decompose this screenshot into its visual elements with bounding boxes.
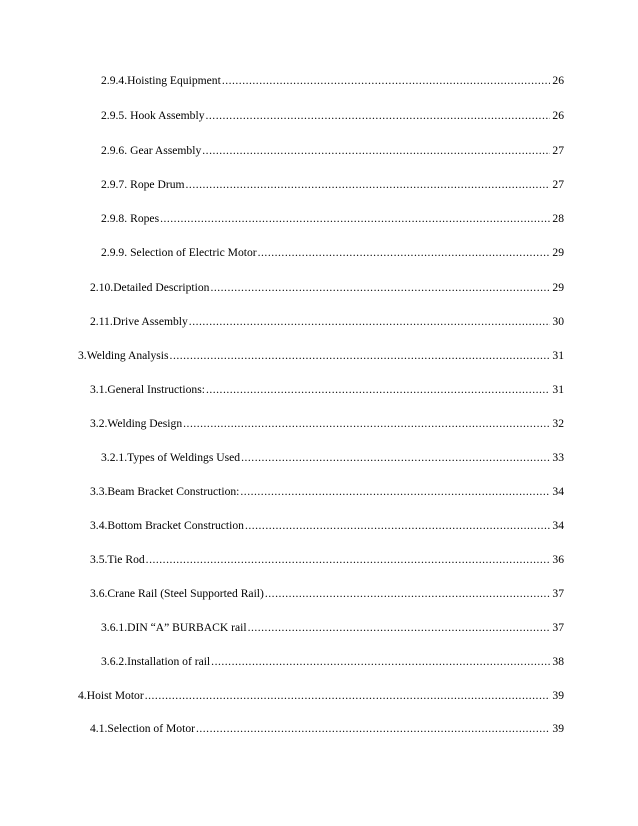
- toc-entry-number: 2.10.: [90, 281, 114, 294]
- toc-entry-number: 2.11.: [90, 315, 113, 328]
- toc-entry[interactable]: [101, 654, 564, 670]
- toc-entry-title: Selection of Electric Motor: [130, 246, 257, 259]
- toc-entry[interactable]: [78, 348, 564, 364]
- toc-entry-number: 3.2.: [90, 417, 108, 430]
- toc-entry-number: 3.4.: [90, 519, 108, 532]
- toc-entry[interactable]: [90, 586, 564, 602]
- toc-entry-number: 2.9.6.: [101, 144, 128, 157]
- toc-entry-number: 3.5.: [90, 553, 108, 566]
- toc-leader-dots: [160, 211, 550, 227]
- toc-entry-number: 3.6.1.: [101, 621, 128, 634]
- toc-entry[interactable]: [90, 280, 564, 296]
- toc-entry-page: 26: [552, 74, 564, 87]
- toc-entry-title: Rope Drum: [130, 178, 185, 191]
- toc-entry-title: Crane Rail (Steel Supported Rail): [107, 587, 264, 600]
- toc-entry-page: 39: [552, 722, 564, 735]
- toc-entry[interactable]: [90, 552, 564, 568]
- toc-leader-dots: [183, 416, 550, 432]
- toc-leader-dots: [202, 143, 550, 159]
- toc-entry-title: Welding Design: [107, 417, 183, 430]
- toc-entry-number: 4.: [78, 689, 87, 702]
- toc-entry[interactable]: [101, 177, 564, 193]
- toc-leader-dots: [245, 518, 550, 534]
- toc-entry[interactable]: [101, 143, 564, 159]
- toc-leader-dots: [211, 654, 550, 670]
- toc-entry-title: Tie Rod: [107, 553, 145, 566]
- toc-entry-page: 34: [552, 519, 564, 532]
- toc-entry-page: 28: [552, 212, 564, 225]
- toc-entry[interactable]: [90, 518, 564, 534]
- toc-entry-title: Installation of rail: [127, 655, 211, 668]
- toc-entry-page: 29: [552, 281, 564, 294]
- toc-entry-page: 36: [552, 553, 564, 566]
- toc-entry-title: Welding Analysis: [86, 349, 169, 362]
- toc-entry-number: 2.9.9.: [101, 246, 128, 259]
- toc-leader-dots: [240, 484, 550, 500]
- toc-entry-page: 32: [552, 417, 564, 430]
- toc-entry[interactable]: [101, 108, 564, 124]
- toc-entry-title: Gear Assembly: [130, 144, 202, 157]
- toc-leader-dots: [145, 688, 550, 704]
- toc-leader-dots: [210, 280, 550, 296]
- toc-entry[interactable]: [78, 688, 564, 704]
- toc-entry-title: Bottom Bracket Construction: [107, 519, 244, 532]
- toc-entry-number: 3.2.1.: [101, 451, 128, 464]
- toc-leader-dots: [206, 108, 551, 124]
- toc-entry-title: Hoist Motor: [86, 689, 144, 702]
- toc-entry-title: Ropes: [130, 212, 160, 225]
- toc-entry-title: DIN “A” BURBACK rail: [127, 621, 247, 634]
- toc-entry-page: 30: [552, 315, 564, 328]
- toc-entry-number: 2.9.7.: [101, 178, 128, 191]
- toc-entry-title: Beam Bracket Construction:: [107, 485, 240, 498]
- toc-leader-dots: [170, 348, 550, 364]
- toc-entry-number: 3.1.: [90, 383, 108, 396]
- toc-entry[interactable]: [101, 73, 564, 89]
- toc-leader-dots: [189, 314, 550, 330]
- toc-entry-page: 26: [552, 109, 564, 122]
- toc-leader-dots: [258, 245, 550, 261]
- toc-entry-number: 2.9.5.: [101, 109, 128, 122]
- toc-entry-number: 4.1.: [90, 722, 108, 735]
- toc-leader-dots: [186, 177, 550, 193]
- toc-entry-title: Detailed Description: [113, 281, 210, 294]
- toc-entry-page: 31: [552, 383, 564, 396]
- toc-entry-number: 3.6.: [90, 587, 108, 600]
- toc-entry-page: 33: [552, 451, 564, 464]
- toc-entry-page: 27: [552, 178, 564, 191]
- toc-leader-dots: [248, 620, 550, 636]
- toc-entry[interactable]: [90, 484, 564, 500]
- toc-entry-title: Hook Assembly: [130, 109, 205, 122]
- toc-entry-page: 29: [552, 246, 564, 259]
- toc-entry-page: 27: [552, 144, 564, 157]
- toc-entry-number: 3.: [78, 349, 87, 362]
- toc-entry-title: General Instructions:: [107, 383, 205, 396]
- toc-entry[interactable]: [101, 620, 564, 636]
- toc-entry-page: 39: [552, 689, 564, 702]
- toc-entry-number: 2.9.8.: [101, 212, 128, 225]
- toc-entry-page: 37: [552, 587, 564, 600]
- toc-leader-dots: [222, 73, 550, 89]
- toc-entry[interactable]: [101, 245, 564, 261]
- toc-entry[interactable]: [90, 721, 564, 737]
- toc-entry-page: 31: [552, 349, 564, 362]
- toc-entry-number: 3.3.: [90, 485, 108, 498]
- toc-entry-page: 34: [552, 485, 564, 498]
- toc-entry-page: 38: [552, 655, 564, 668]
- toc-entry[interactable]: [90, 314, 564, 330]
- toc-entry-title: Types of Weldings Used: [127, 451, 241, 464]
- toc-entry-number: 3.6.2.: [101, 655, 128, 668]
- toc-entry[interactable]: [101, 211, 564, 227]
- toc-entry[interactable]: [90, 382, 564, 398]
- toc-entry-number: 2.9.4.: [101, 74, 128, 87]
- toc-entry-page: 37: [552, 621, 564, 634]
- toc-leader-dots: [196, 721, 550, 737]
- toc-leader-dots: [265, 586, 550, 602]
- toc-leader-dots: [146, 552, 550, 568]
- toc-entry[interactable]: [90, 416, 564, 432]
- toc-leader-dots: [206, 382, 550, 398]
- toc-leader-dots: [241, 450, 550, 466]
- toc-entry-title: Selection of Motor: [107, 722, 195, 735]
- toc-entry-title: Drive Assembly: [112, 315, 188, 328]
- toc-entry-title: Hoisting Equipment: [127, 74, 221, 87]
- toc-entry[interactable]: [101, 450, 564, 466]
